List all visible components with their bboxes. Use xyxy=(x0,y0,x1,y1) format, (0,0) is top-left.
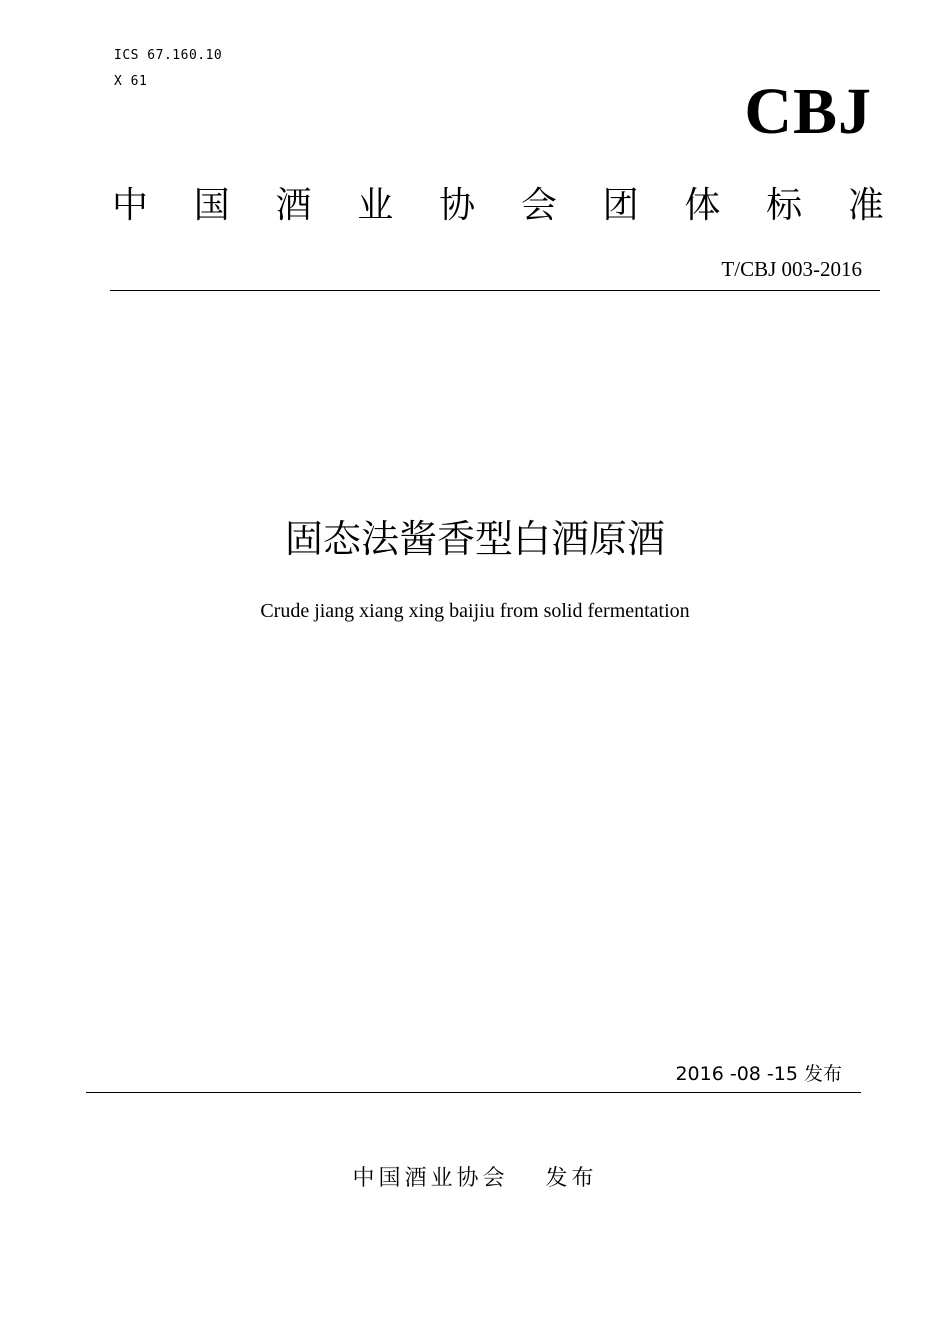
standard-type-char: 准 xyxy=(847,185,884,226)
standard-type-char: 会 xyxy=(520,185,557,226)
classification-code: X 61 xyxy=(114,74,148,89)
bottom-divider xyxy=(86,1092,861,1093)
standard-type-char: 协 xyxy=(439,185,476,226)
standard-type-char: 团 xyxy=(602,185,639,226)
standard-type-title xyxy=(112,184,884,228)
document-subtitle-english: Crude jiang xiang xing baijiu from solid fermentation xyxy=(260,600,690,622)
standard-type-char: 体 xyxy=(684,185,721,226)
standard-type-char: 酒 xyxy=(275,185,312,226)
standard-type-char: 标 xyxy=(766,185,803,226)
ics-code: ICS 67.160.10 xyxy=(114,48,223,63)
cbj-logo: CBJ xyxy=(744,75,872,148)
standard-type-char: 业 xyxy=(357,185,394,226)
publisher-line: 中国酒业协会 发布 xyxy=(352,1166,598,1191)
top-divider xyxy=(110,290,880,291)
standard-type-char: 中 xyxy=(112,185,149,226)
standard-type-char: 国 xyxy=(193,185,230,226)
document-title: 固态法酱香型白酒原酒 xyxy=(284,517,665,561)
standard-code: T/CBJ 003-2016 xyxy=(721,257,862,281)
release-date: 2016 -08 -15 发布 xyxy=(675,1063,842,1085)
